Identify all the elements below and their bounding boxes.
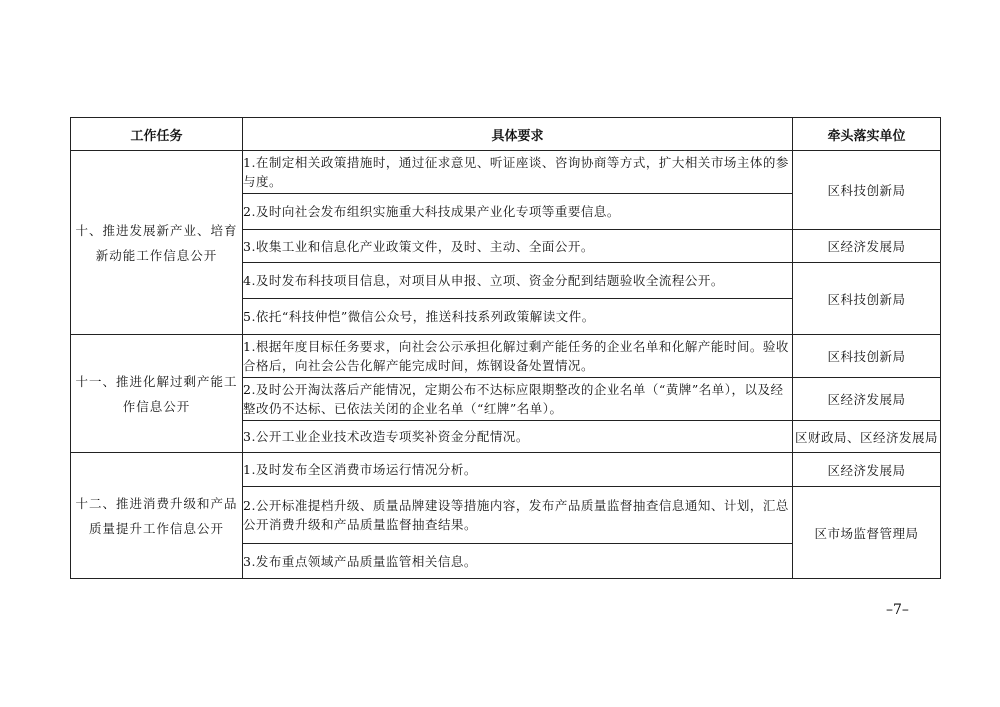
header-unit: 牵头落实单位 — [793, 118, 941, 151]
unit-cell: 区科技创新局 — [793, 335, 941, 378]
unit-cell: 区经济发展局 — [793, 230, 941, 263]
unit-cell: 区科技创新局 — [793, 263, 941, 335]
unit-cell: 区科技创新局 — [793, 151, 941, 230]
requirement-cell: 5.依托“科技仲恺”微信公众号，推送科技系列政策解读文件。 — [243, 299, 793, 335]
requirement-cell: 3.收集工业和信息化产业政策文件，及时、主动、全面公开。 — [243, 230, 793, 263]
requirement-cell: 2.公开标准提档升级、质量品牌建设等措施内容，发布产品质量监督抽查信息通知、计划，汇总公开消费升级和产品质量监督抽查结果。 — [243, 487, 793, 544]
header-requirements: 具体要求 — [243, 118, 793, 151]
requirement-cell: 2.及时向社会发布组织实施重大科技成果产业化专项等重要信息。 — [243, 194, 793, 230]
requirement-cell: 3.发布重点领域产品质量监管相关信息。 — [243, 544, 793, 579]
requirement-cell: 1.根据年度目标任务要求，向社会公示承担化解过剩产能任务的企业名单和化解产能时间。验收合格后，向社会公告化解产能完成时间，炼钢设备处置情况。 — [243, 335, 793, 378]
task-cell: 十一、推进化解过剩产能工作信息公开 — [71, 335, 243, 453]
requirement-cell: 1.在制定相关政策措施时，通过征求意见、听证座谈、咨询协商等方式，扩大相关市场主体的参与度。 — [243, 151, 793, 194]
task-cell: 十二、推进消费升级和产品质量提升工作信息公开 — [71, 453, 243, 579]
table-row — [71, 335, 941, 378]
unit-cell: 区经济发展局 — [793, 378, 941, 421]
requirement-cell: 2.及时公开淘汰落后产能情况，定期公布不达标应限期整改的企业名单（“黄牌”名单），以及经整改仍不达标、已依法关闭的企业名单（“红牌”名单）。 — [243, 378, 793, 421]
work-task-table — [70, 117, 941, 579]
requirement-cell: 3.公开工业企业技术改造专项奖补资金分配情况。 — [243, 421, 793, 453]
header-task: 工作任务 — [71, 118, 243, 151]
unit-cell: 区经济发展局 — [793, 453, 941, 487]
page-number: –7– — [886, 602, 909, 618]
table-row — [71, 453, 941, 487]
task-cell: 十、推进发展新产业、培育新动能工作信息公开 — [71, 151, 243, 335]
requirement-cell: 1.及时发布全区消费市场运行情况分析。 — [243, 453, 793, 487]
unit-cell: 区市场监督管理局 — [793, 487, 941, 579]
table-header-row — [71, 118, 941, 151]
requirement-cell: 4.及时发布科技项目信息，对项目从申报、立项、资金分配到结题验收全流程公开。 — [243, 263, 793, 299]
table-row — [71, 151, 941, 194]
unit-cell: 区财政局、区经济发展局 — [793, 421, 941, 453]
